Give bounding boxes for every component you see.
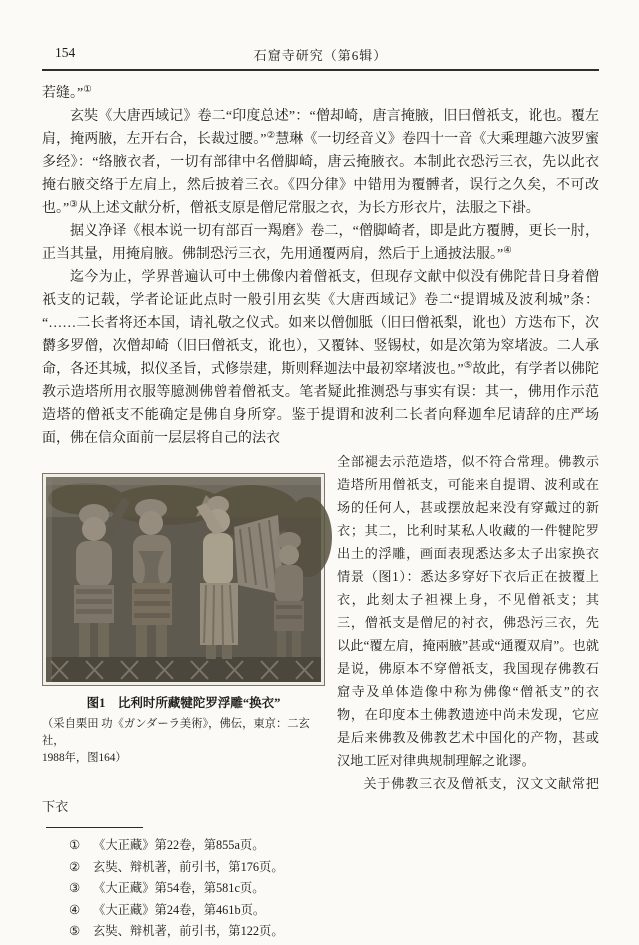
paragraph-wrapped-around-figure: 全部褪去示范造塔，似不符合常理。佛教示造塔所用僧祇支，可能来自提谓、波利或在场的任何人，甚或摆放起来没有穿戴过的新衣；其二，比利时某私人收藏的一件犍陀罗出土的浮雕，画面表现悉达多太子出家换衣情景（图1）：悉达多穿好下衣后正在披覆上衣，此刻太子袒裸上身，不见僧祇支；其三，僧祇支是僧尼的衬衣，佛恐污三衣，先以此“覆左肩，掩兩腋”甚或“通覆双肩”。也就是说，佛原本不穿僧祇支，我国现存佛教石窟寺及单体造像中称为佛像“僧祇支”的衣物，在印度本土佛教遗迹中尚未发现，它应是后来佛教及佛教艺术中国化的产物，甚或汉地工匠对律典规制理解之讹谬。 [337,454,599,768]
footnote-marker: ③ [69,881,81,895]
footnote-text: 《大正藏》第24卷，第461b页。 [93,902,266,917]
paragraph-continuation: 若缝。”① [42,85,92,101]
footnote-marker: ② [69,859,81,874]
paragraph-closing: 关于佛教三衣及僧祇支，汉文文献常把下衣 [42,776,599,814]
article-body [42,82,599,818]
footnote-item [42,921,599,943]
page-header [42,44,599,71]
paragraph-discussion: 迄今为止，学界普遍认可中土佛像内着僧祇支，但现存文献中似没有佛陀昔日身着僧祇支的记载，学者论证此点时一般引用玄奘《大唐西域记》卷二“提谓城及波利城”条：“……二长者将还本国，请礼敬之仪式。如来以僧伽胝（旧曰僧祇梨，讹也）方迭布下，次欝多罗僧，次僧却崎（旧曰僧祇支，讹也），又覆钵、竖锡杖，如是次第为窣堵波。二人承命，各还其城，拟仪圣旨，式修崇建，斯则释迦法中最初窣堵波也。”⑤故此，有学者以佛陀教示造塔所用衣服等臆测佛曾着僧祇支。笔者疑此推测恐与事实有误：其一，佛用作示范造塔的僧祇支不能确定是佛自身所穿。鉴于提谓和波利二长者向释迦牟尼请辞的庄严场面，佛在信众面前一层层将自己的法衣 [42,270,599,446]
footnote-item [42,878,599,900]
paragraph-xuanzang-quote: 玄奘《大唐西域记》卷二“印度总述”：“僧却崎，唐言掩腋，旧曰僧祇支，讹也。覆左肩，掩两腋，左开右合，长裁过腰。”②慧琳《一切经音义》卷四十一音《大乘理趣六波罗蜜多经》：“络腋衣者，一切有部律中名僧脚崎，唐云掩腋衣。本制此衣恐污三衣，先以此衣掩右腋交络于左肩上，然后披着三衣。《四分律》中错用为覆髆者，误行之久矣，不可改也。”③从上述文献分析，僧祇支原是僧尼常服之衣，为长方形衣片，法服之下褂。 [42,109,599,216]
figure-caption-source-line2: 1988年，图164） [42,752,127,764]
footnote-text: 《大正藏》第22卷，第855a页。 [93,838,265,852]
footnote-marker: ④ [69,902,81,917]
scanned-document-page [0,44,639,945]
footnote-text: 《大正藏》第54卷，第581c页。 [93,881,265,895]
footnote-item [42,857,599,879]
footnote-separator [46,827,143,828]
figure-caption-source-line1: （采自栗田 功《ガンダーラ美術》，佛伝，東京：二玄社， [42,718,310,747]
footnotes-section [42,827,599,943]
page-number: 154 [55,45,76,60]
figure-caption-source [42,716,325,767]
paragraph-yijing-quote: 据义净译《根本说一切有部百一羯磨》卷二，“僧脚崎者，即是此方覆膊，更长一肘，正当其量，用掩肩腋。佛制恐污三衣，先用通覆两肩，然后于上通披法服。”④ [42,224,599,262]
gandhara-relief-photo [42,473,325,686]
footnote-text: 玄奘、辩机著，前引书，第176页。 [93,859,284,874]
figure-1 [42,473,325,795]
footnote-item [42,835,599,857]
journal-title: 石窟寺研究（第6辑） [253,48,388,63]
footnote-marker: ① [69,838,81,852]
footnote-text: 玄奘、辩机著，前引书，第122页。 [93,924,284,938]
relief-photo-illustration [46,477,321,682]
footnote-marker: ⑤ [69,924,81,938]
footnote-item [42,900,599,922]
figure-caption-title: 图1 比利时所藏犍陀罗浮雕“换衣” [86,696,281,710]
